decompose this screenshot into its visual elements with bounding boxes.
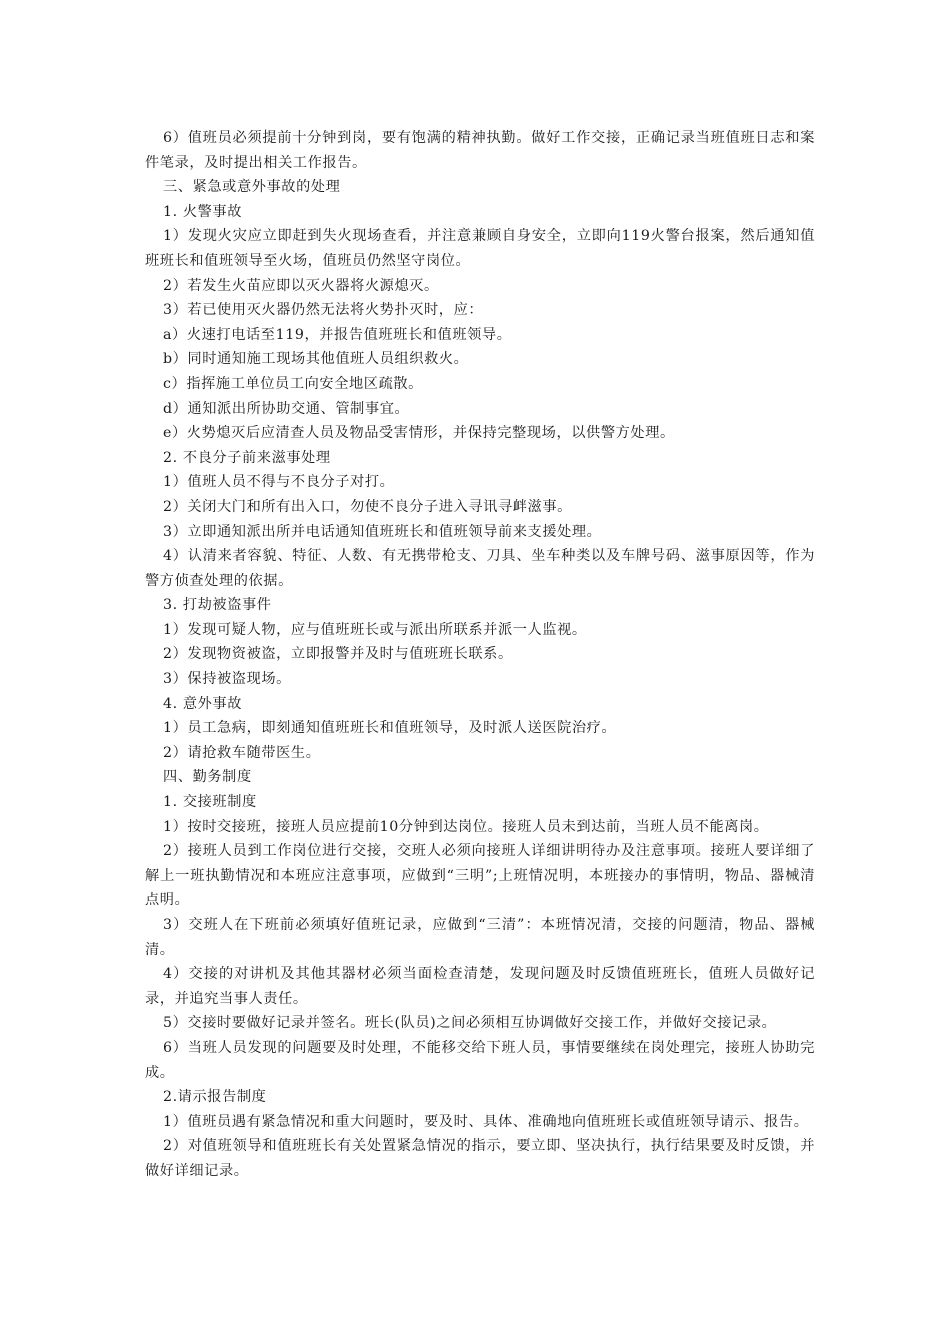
- paragraph-1: 6）值班员必须提前十分钟到岗，要有饱满的精神执勤。做好工作交接，正确记录当班值班日志和案件笔录，及时提出相关工作报告。: [145, 130, 815, 171]
- paragraph-19: 2）发现物资被盗，立即报警并及时与值班班长联系。: [163, 646, 513, 663]
- paragraph-5: 2）若发生火苗应即以灭火器将火源熄灭。: [163, 277, 439, 294]
- paragraph-28: 3）交班人在下班前必须填好值班记录，应做到“三清”：本班情况清，交接的问题清，物品、器械清。: [145, 917, 815, 958]
- paragraph-34: 2）对值班领导和值班班长有关处置紧急情况的指示，要立即、坚决执行，执行结果要及时反馈，并做好详细记录。: [145, 1138, 815, 1179]
- subheading-accident: 4. 意外事故: [163, 695, 242, 712]
- paragraph-30: 5）交接时要做好记录并签名。班长(队员)之间必须相互协调做好交接工作，并做好交接记录。: [163, 1015, 777, 1032]
- paragraph-13: 1）值班人员不得与不良分子对打。: [163, 474, 395, 491]
- section-heading-3: 三、紧急或意外事故的处理: [163, 179, 341, 196]
- paragraph-8: b）同时通知施工现场其他值班人员组织救火。: [163, 351, 469, 368]
- paragraph-6: 3）若已使用灭火器仍然无法将火势扑灭时，应：: [163, 302, 484, 319]
- paragraph-31: 6）当班人员发现的问题要及时处理，不能移交给下班人员，事情要继续在岗处理完，接班人协助完成。: [145, 1039, 815, 1081]
- paragraph-15: 3）立即通知派出所并电话通知值班班长和值班领导前来支援处理。: [163, 523, 602, 540]
- subheading-robbery: 3. 打劫被盗事件: [163, 597, 272, 614]
- paragraph-9: c）指挥施工单位员工向安全地区疏散。: [163, 375, 423, 392]
- paragraph-14: 2）关闭大门和所有出入口，勿使不良分子进入寻讯寻衅滋事。: [163, 498, 572, 515]
- subheading-shift-handover: 1. 交接班制度: [163, 794, 257, 811]
- paragraph-10: d）通知派出所协助交通、管制事宜。: [163, 400, 410, 417]
- subheading-troublemakers: 2. 不良分子前来滋事处理: [163, 449, 331, 466]
- section-heading-4: 四、勤务制度: [163, 769, 252, 786]
- paragraph-27: 2）接班人员到工作岗位进行交接，交班人必须向接班人详细讲明待办及注意事项。接班人要详细了解上一班执勤情况和本班应注意事项，应做到“三明”;上班情况明，本班接办的事情明，物品、器械清点明。: [145, 843, 815, 909]
- paragraph-26: 1）按时交接班，接班人员应提前10分钟到达岗位。接班人员未到达前，当班人员不能离岗。: [163, 818, 769, 835]
- paragraph-4: 1）发现火灾应立即赶到失火现场查看，并注意兼顾自身安全，立即向119火警台报案，然后通知值班班长和值班领导至火场，值班员仍然坚守岗位。: [145, 228, 815, 269]
- paragraph-23: 2）请抢救车随带医生。: [163, 744, 321, 761]
- paragraph-7: a）火速打电话至119，并报告值班班长和值班领导。: [163, 326, 512, 343]
- paragraph-18: 1）发现可疑人物，应与值班班长或与派出所联系并派一人监视。: [163, 621, 587, 638]
- subheading-fire: 1. 火警事故: [163, 203, 242, 220]
- subheading-reporting: 2.请示报告制度: [163, 1089, 267, 1106]
- paragraph-11: e）火势熄灭后应清查人员及物品受害情形，并保持完整现场，以供警方处理。: [163, 425, 675, 442]
- document-body: [145, 126, 815, 1184]
- paragraph-22: 1）员工急病，即刻通知值班班长和值班领导，及时派人送医院治疗。: [163, 720, 617, 737]
- paragraph-16: 4）认清来者容貌、特征、人数、有无携带枪支、刀具、坐车种类以及车牌号码、滋事原因等，作为警方侦查处理的依据。: [145, 548, 815, 589]
- paragraph-20: 3）保持被盗现场。: [163, 671, 291, 688]
- paragraph-33: 1）值班员遇有紧急情况和重大问题时，要及时、具体、准确地向值班班长或值班领导请示、报告。: [163, 1113, 809, 1130]
- paragraph-29: 4）交接的对讲机及其他其器材必须当面检查清楚，发现问题及时反馈值班班长，值班人员做好记录，并追究当事人责任。: [145, 966, 815, 1007]
